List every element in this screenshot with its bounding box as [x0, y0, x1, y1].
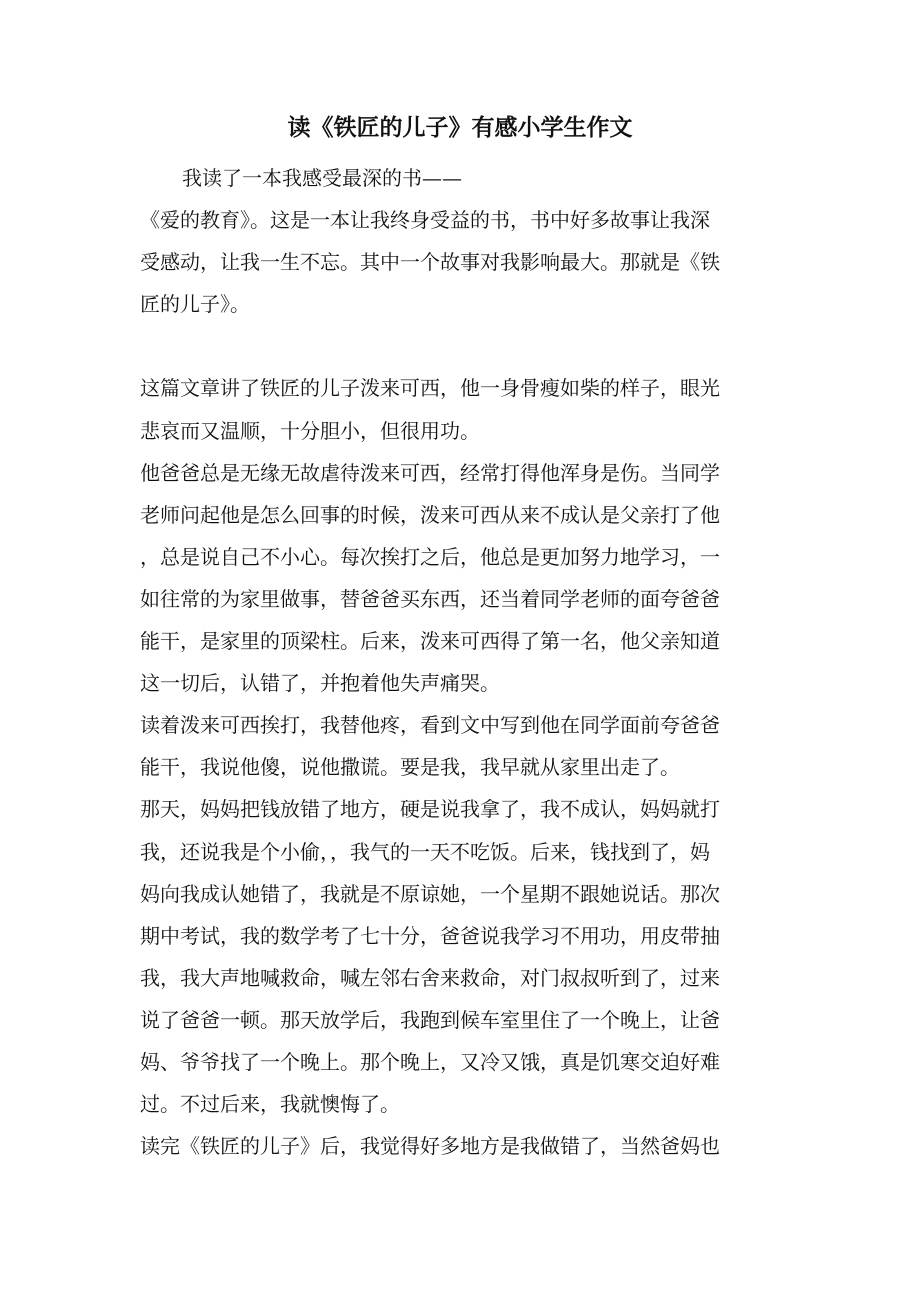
text-line: 受感动，让我一生不忘。其中一个故事对我影响最大。那就是《铁: [140, 250, 720, 275]
text-line: 我，还说我是个小偷，，我气的一天不吃饭。后来，钱找到了，妈: [140, 839, 710, 864]
text-line: 这篇文章讲了铁匠的儿子泼来可西，他一身骨瘦如柴的样子，眼光: [140, 376, 720, 401]
text-line: ，总是说自己不小心。每次挨打之后，他总是更加努力地学习，一: [140, 544, 720, 569]
text-line: 妈、爷爷找了一个晚上。那个晚上，又冷又饿，真是饥寒交迫好难: [140, 1049, 720, 1074]
text-line: 老师问起他是怎么回事的时候，泼来可西从来不成认是父亲打了他: [140, 502, 720, 527]
text-line: 读着泼来可西挨打，我替他疼，看到文中写到他在同学面前夸爸爸: [140, 713, 720, 738]
text-line: 妈向我成认她错了，我就是不原谅她，一个星期不跟她说话。那次: [140, 881, 720, 906]
text-line: 读完《铁匠的儿子》后，我觉得好多地方是我做错了，当然爸妈也: [140, 1134, 720, 1159]
text-line: 我，我大声地喊救命，喊左邻右舍来救命，对门叔叔听到了，过来: [140, 965, 720, 990]
text-line: 期中考试，我的数学考了七十分，爸爸说我学习不用功，用皮带抽: [140, 923, 720, 948]
text-line: 那天，妈妈把钱放错了地方，硬是说我拿了，我不成认，妈妈就打: [140, 797, 720, 822]
document-title: 读《铁匠的儿子》有感小学生作文: [287, 114, 633, 141]
text-line: 过。不过后来，我就懊悔了。: [140, 1092, 400, 1117]
blank-line: [140, 325, 770, 367]
text-line: 我读了一本我感受最深的书——: [182, 166, 462, 190]
text-line: 能干，是家里的顶梁柱。后来，泼来可西得了第一名，他父亲知道: [140, 629, 720, 654]
text-line: 匠的儿子》。: [140, 292, 250, 317]
text-line: 这一切后，认错了，并抱着他失声痛哭。: [140, 671, 500, 696]
text-line: 《爱的教育》。这是一本让我终身受益的书，书中好多故事让我深: [140, 208, 710, 233]
text-line: 悲哀而又温顺，十分胆小，但很用功。: [140, 418, 480, 443]
text-line: 能干，我说他傻，说他撒谎。要是我，我早就从家里出走了。: [140, 755, 680, 780]
text-line: 他爸爸总是无缘无故虐待泼来可西，经常打得他浑身是伤。当同学: [140, 460, 720, 485]
text-line: 如往常的为家里做事，替爸爸买东西，还当着同学老师的面夸爸爸: [140, 586, 720, 611]
text-line: 说了爸爸一顿。那天放学后，我跑到候车室里住了一个晚上，让爸: [140, 1007, 720, 1032]
document-body: [140, 157, 770, 1167]
